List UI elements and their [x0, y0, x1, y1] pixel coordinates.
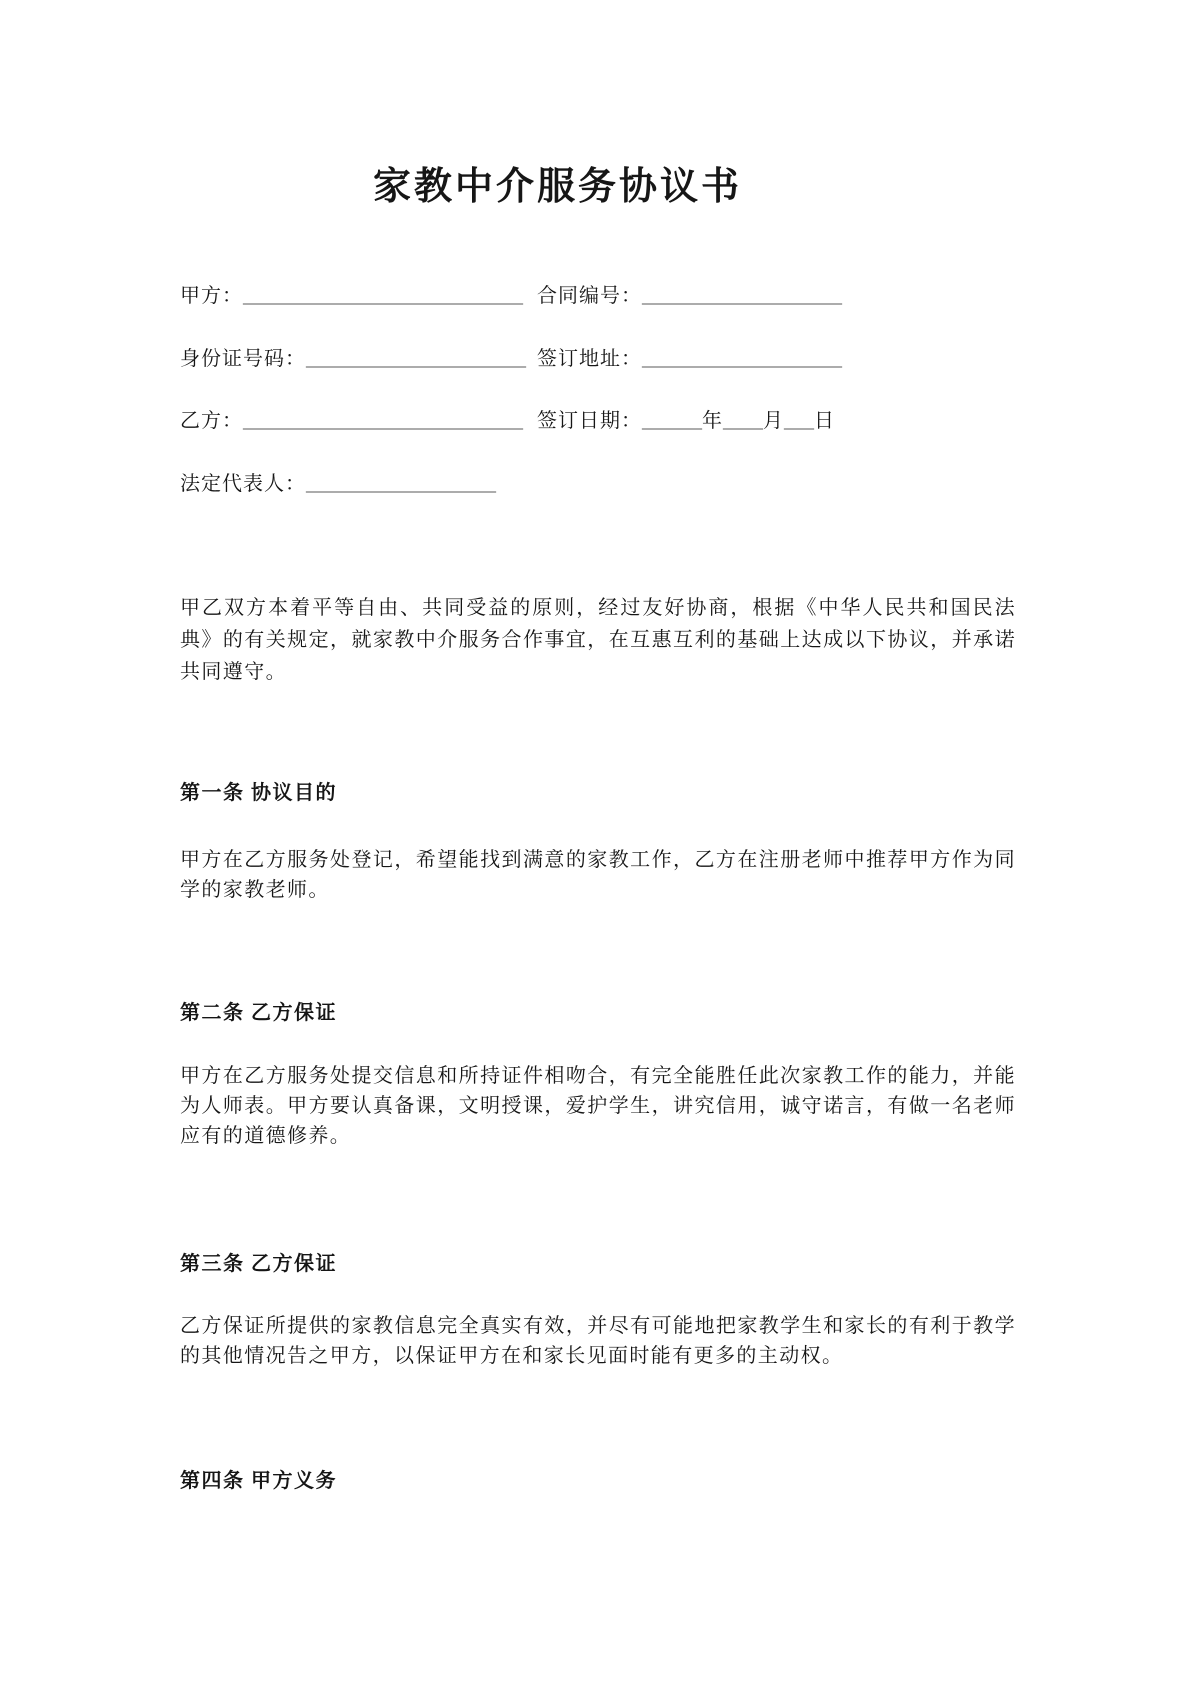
legal-representative-label: 法定代表人：: [180, 473, 306, 495]
party-b-label: 乙方：: [180, 410, 243, 432]
contract-number-label: 合同编号：: [537, 285, 642, 307]
year-label: 年: [702, 410, 723, 432]
id-number-blank-line: ______________________: [306, 348, 526, 370]
section-1-heading: 第一条 协议目的: [180, 782, 337, 804]
party-a-field: [180, 282, 523, 310]
signing-date-field: [537, 407, 835, 435]
section-3-body: 乙方保证所提供的家教信息完全真实有效，并尽有可能地把家教学生和家长的有利于教学的其他情况告之甲方，以保证甲方在和家长见面时能有更多的主动权。: [180, 1315, 1016, 1367]
party-a-label: 甲方：: [180, 285, 243, 307]
party-b-blank-line: ____________________________: [243, 410, 523, 432]
signing-address-blank-line: ____________________: [642, 348, 842, 370]
id-number-label: 身份证号码：: [180, 348, 306, 370]
month-label: 月: [763, 410, 784, 432]
section-1-body: 甲方在乙方服务处登记，希望能找到满意的家教工作，乙方在注册老师中推荐甲方作为同学的家教老师。: [180, 849, 1016, 901]
form-row-party-a: [180, 282, 1040, 310]
form-row-party-b: [180, 407, 1040, 435]
contract-number-field: [537, 282, 842, 310]
party-a-blank-line: ____________________________: [243, 285, 523, 307]
day-label: 日: [814, 410, 835, 432]
section-2-body: 甲方在乙方服务处提交信息和所持证件相吻合，有完全能胜任此次家教工作的能力，并能为人师表。甲方要认真备课，文明授课，爱护学生，讲究信用，诚守诺言，有做一名老师应有的道德修养。: [180, 1065, 1016, 1147]
section-2-heading: 第二条 乙方保证: [180, 1002, 337, 1024]
contract-number-blank-line: ____________________: [642, 285, 842, 307]
signing-date-month-blank: ____: [723, 410, 763, 432]
signing-date-label: 签订日期：: [537, 410, 642, 432]
signing-date-day-blank: ___: [784, 410, 814, 432]
signing-address-label: 签订地址：: [537, 348, 642, 370]
legal-representative-blank-line: ___________________: [306, 473, 496, 495]
legal-representative-field: [180, 470, 496, 498]
id-number-field: [180, 345, 526, 373]
form-row-legal-representative: [180, 470, 1040, 498]
preamble-paragraph: 甲乙双方本着平等自由、共同受益的原则，经过友好协商，根据《中华人民共和国民法典》的有关规定，就家教中介服务合作事宜，在互惠互利的基础上达成以下协议，并承诺共同遵守。: [180, 597, 1016, 683]
party-b-field: [180, 407, 523, 435]
section-3-heading: 第三条 乙方保证: [180, 1253, 337, 1275]
signing-address-field: [537, 345, 842, 373]
signing-date-year-blank: ______: [642, 410, 702, 432]
section-4-heading: 第四条 甲方义务: [180, 1470, 337, 1492]
form-row-id-number: [180, 345, 1040, 373]
document-title: 家教中介服务协议书: [372, 166, 742, 208]
